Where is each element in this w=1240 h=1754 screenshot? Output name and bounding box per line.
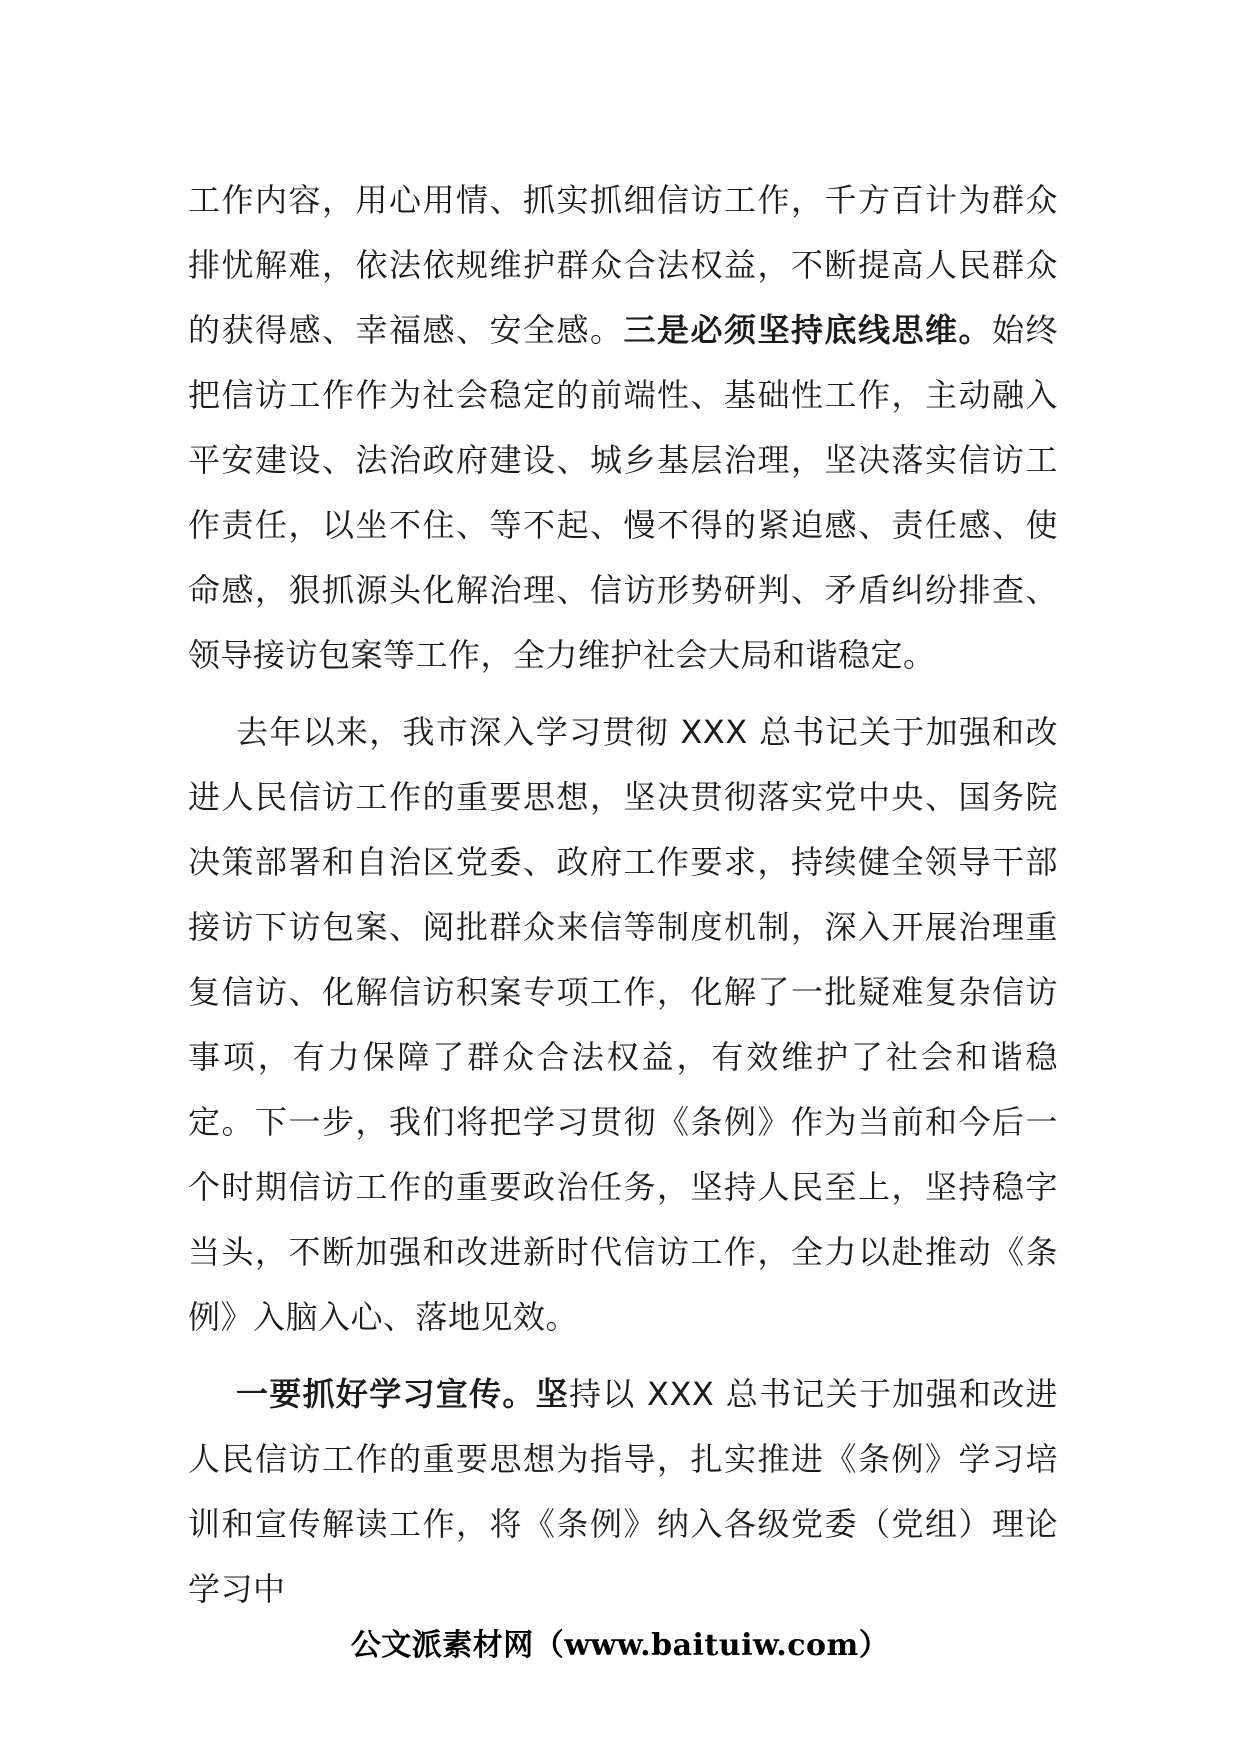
paragraph-1-run-1: 工作内容，用心用情、抓实抓细信访工作，千方百计为群众排忧解难，依法依规维护群众合法权益，不断提高人民群众的获得感、幸福感、安全感。 — [188, 181, 1058, 349]
paragraph-2-run-1: 去年以来，我市深入学习贯彻 XXX 总书记关于加强和改进人民信访工作的重要思想，坚决贯彻落实党中央、国务院决策部署和自治区党委、政府工作要求，持续健全领导干部接访下访包案、阅批群众来信等制度机制，深入开展治理重复信访、化解信访积案专项工作，化解了一批疑难复杂信访事项，有力保障了群众合法权益，有效维护了社会和谐稳定。下一步，我们将把学习贯彻《条例》作为当前和今后一个时期信访工作的重要政治任务，坚持人民至上，坚持稳字当头，不断加强和改进新时代信访工作，全力以赴推动《条例》入脑入心、落地见效。 — [188, 713, 1058, 1336]
paragraph-3-run-1-bold: 一要抓好学习宣传。坚 — [236, 1375, 569, 1413]
paragraph-1 — [188, 168, 1058, 688]
document-body — [188, 168, 1058, 1622]
paragraph-1-run-2-bold: 三是必须坚持底线思维。 — [623, 311, 992, 349]
footer-watermark: 公文派素材网（www.baituiw.com） — [350, 1628, 890, 1663]
paragraph-3-run-2: 持以 XXX 总书记关于加强和改进人民信访工作的重要思想为指导，扎实推进《条例》学习培训和宣传解读工作，将《条例》纳入各级党委（党组）理论学习中 — [188, 1375, 1058, 1608]
paragraph-2 — [188, 700, 1058, 1350]
paragraph-1-run-3: 始终把信访工作作为社会稳定的前端性、基础性工作，主动融入平安建设、法治政府建设、城乡基层治理，坚决落实信访工作责任，以坐不住、等不起、慢不得的紧迫感、责任感、使命感，狠抓源头化解治理、信访形势研判、矛盾纠纷排查、领导接访包案等工作，全力维护社会大局和谐稳定。 — [188, 311, 1058, 674]
paragraph-3 — [188, 1362, 1058, 1622]
